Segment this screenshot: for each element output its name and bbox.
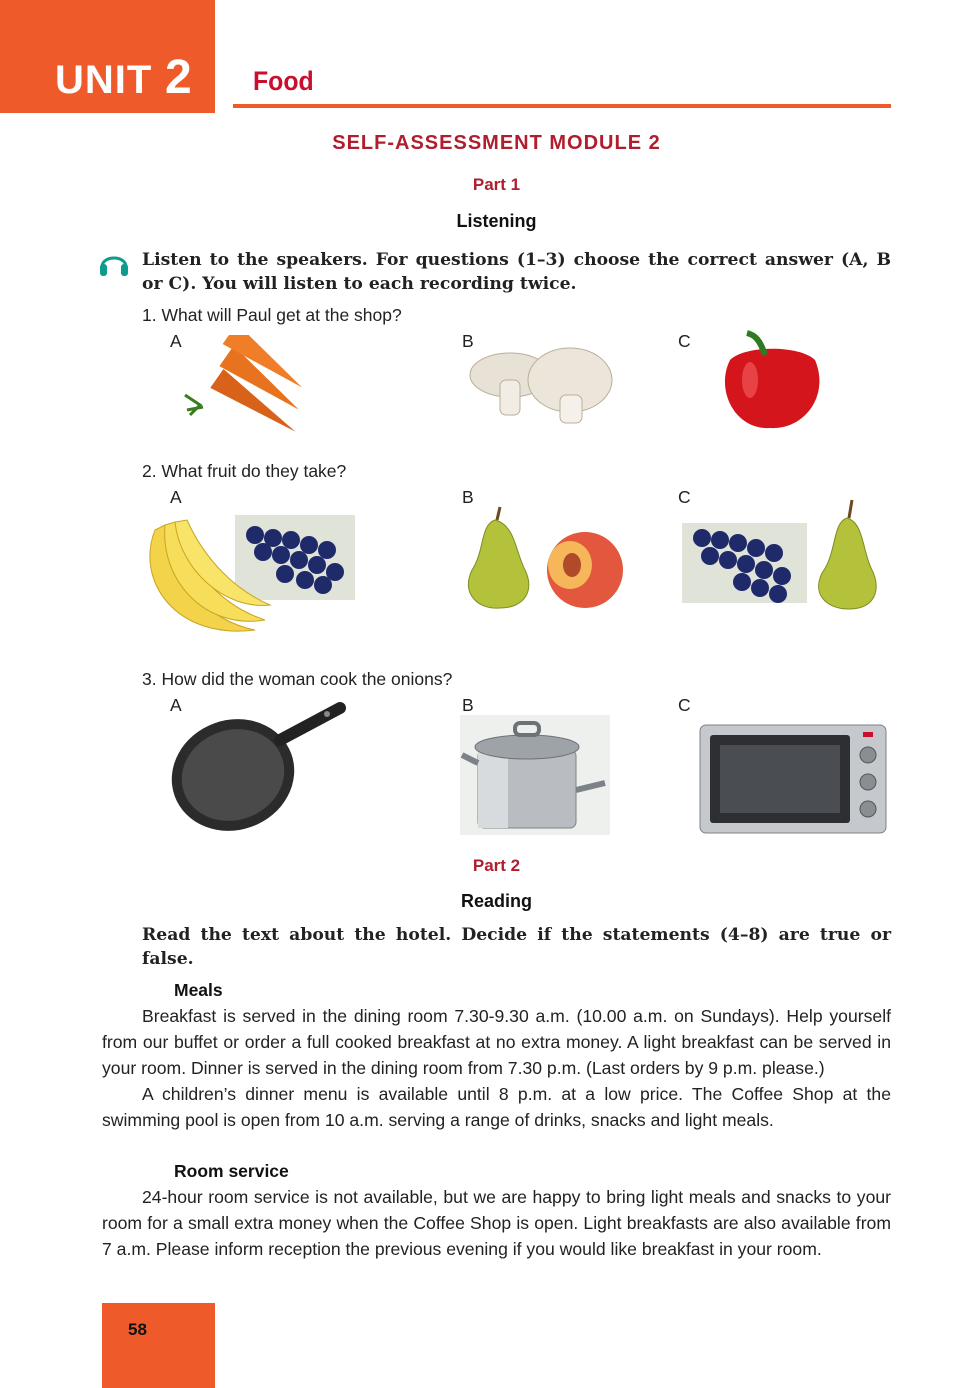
grapes-pear-image	[682, 498, 887, 618]
part1-label: Part 1	[472, 175, 521, 194]
red-pepper-image	[705, 330, 835, 440]
q3-option-c-label: C	[678, 695, 691, 715]
unit-title: Food	[253, 66, 314, 96]
mushrooms-image	[465, 335, 615, 435]
reading-instruction: Read the text about the hotel. Decide if the statements (4–8) are true or false.	[142, 925, 891, 969]
header-rule	[233, 104, 891, 108]
oven-image	[698, 720, 888, 840]
q2-option-a-label: A	[170, 487, 182, 507]
q1-option-b-label: B	[462, 331, 474, 351]
question-1: 1. What will Paul get at the shop?	[142, 305, 402, 325]
meals-paragraph-2: A children’s dinner menu is available until 8 p.m. at a low price. The Coffee Shop at the swimming pool is open from 10 a.m. serving a range of drinks, snacks and light meals.	[102, 1084, 891, 1130]
room-service-text	[102, 1184, 891, 1262]
module-title: SELF-ASSESSMENT MODULE 2	[332, 132, 661, 154]
listening-instruction: Listen to the speakers. For questions (1–3) choose the correct answer (A, B or C). You will listen to each recording twice.	[142, 250, 891, 294]
saucepan-image	[460, 715, 610, 840]
q3-option-a-label: A	[170, 695, 182, 715]
listening-heading: Listening	[456, 211, 537, 231]
pear-peach-image	[460, 505, 630, 615]
q2-option-b-label: B	[462, 487, 474, 507]
part2-label: Part 2	[472, 856, 521, 875]
reading-heading: Reading	[460, 891, 532, 911]
question-2: 2. What fruit do they take?	[142, 461, 347, 481]
page-number: 58	[128, 1320, 147, 1339]
carrots-image	[175, 335, 335, 440]
meals-heading: Meals	[174, 980, 223, 1000]
headphones-icon	[98, 249, 130, 277]
q3-option-b-label: B	[462, 695, 474, 715]
room-service-paragraph: 24-hour room service is not available, but we are happy to bring light meals and snacks to your room for a small extra money when the Coffee Shop is open. Light breakfasts are also available from 7 a.m. Please inform reception the previous evening if you would like breakfast in your room.	[102, 1187, 891, 1259]
q2-option-c-label: C	[678, 487, 691, 507]
room-service-heading: Room service	[174, 1161, 289, 1181]
question-3: 3. How did the woman cook the onions?	[142, 669, 453, 689]
unit-number: 2	[165, 51, 192, 104]
meals-paragraph-1: Breakfast is served in the dining room 7.30-9.30 a.m. (10.00 a.m. on Sundays). Help yourself from our buffet or order a full cooked breakfast at no extra money. A light breakfast can be served in your room. Dinner is served in the dining room from 7.30 p.m. (Last orders by 9 p.m. please.)	[102, 1006, 891, 1078]
bananas-grapes-image	[135, 510, 360, 655]
meals-text	[102, 1003, 891, 1133]
frying-pan-image	[165, 690, 350, 845]
q1-option-c-label: C	[678, 331, 691, 351]
q1-option-a-label: A	[170, 331, 182, 351]
unit-label: UNIT	[55, 58, 153, 102]
page-number-box	[102, 1303, 215, 1388]
